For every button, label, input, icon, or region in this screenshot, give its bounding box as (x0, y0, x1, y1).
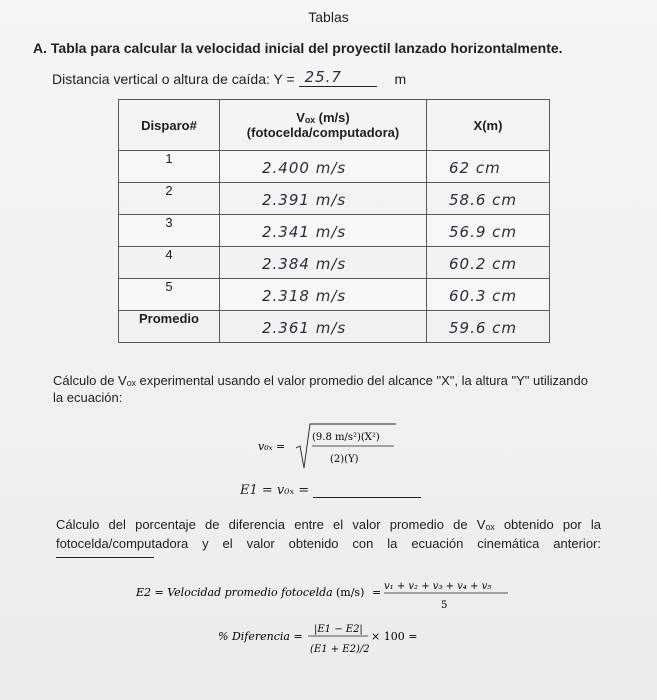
calc-vox-instructions: Cálculo de Vₒₓ experimental usando el valor promedio del alcance "X", la altura "Y" utilizando la ecuación: (53, 373, 588, 405)
distance-label: Distancia vertical o altura de caída: Y = (52, 71, 295, 87)
table-row (119, 151, 550, 183)
pd-formula-denominator: (E1 + E2)/2 (310, 644, 370, 655)
distance-value: 25.7 (304, 68, 342, 86)
x-value: 56.9 cm (449, 223, 518, 241)
shot-number: 1 (119, 151, 220, 183)
e2-formula-numerator: v₁ + v₂ + v₃ + v₄ + v₅ (384, 581, 492, 592)
vox-formula (258, 420, 398, 472)
e2-formula-denominator: 5 (441, 600, 448, 611)
e2-formula-lhs: E2 = Velocidad promedio fotocelda (136, 586, 333, 599)
table-row (119, 183, 550, 215)
header-x: X(m) (427, 100, 550, 151)
table-row (119, 215, 550, 247)
vox-cell[interactable] (220, 183, 427, 215)
page-title: Tablas (308, 9, 349, 25)
e2-formula-unit: (m/s) (336, 586, 365, 599)
vox-formula-lhs: v₀ₓ = (258, 440, 286, 453)
x-cell[interactable] (427, 151, 550, 183)
pd-formula-numerator: |E1 − E2| (314, 624, 363, 635)
header-vox-line1: Vₒₓ (m/s) (296, 110, 350, 125)
percent-difference-formula (218, 618, 438, 668)
x-average-cell[interactable] (427, 311, 550, 343)
x-cell[interactable] (427, 279, 550, 311)
x-cell[interactable] (427, 247, 550, 279)
shot-number: 4 (119, 247, 220, 279)
vox-value: 2.384 m/s (262, 255, 347, 273)
section-a-heading: A. Tabla para calcular la velocidad inicial del proyectil lanzado horizontalmente. (33, 40, 563, 56)
vox-value: 2.391 m/s (262, 191, 347, 209)
vox-cell[interactable] (220, 215, 427, 247)
vox-cell[interactable] (220, 247, 427, 279)
e1-line (240, 483, 421, 498)
pd-formula-lhs: % Diferencia = (218, 630, 303, 643)
x-value: 60.3 cm (449, 287, 518, 305)
vox-average-cell[interactable] (220, 311, 427, 343)
vox-value: 2.400 m/s (262, 159, 347, 177)
table-row (119, 279, 550, 311)
e1-answer-blank[interactable] (313, 485, 421, 498)
distance-unit: m (394, 71, 407, 87)
x-cell[interactable] (427, 215, 550, 247)
x-cell[interactable] (427, 183, 550, 215)
table-average-row (119, 311, 550, 343)
header-shot: Disparo# (119, 100, 220, 151)
x-average-value: 59.6 cm (449, 319, 518, 337)
vox-cell[interactable] (220, 279, 427, 311)
shot-number: 3 (119, 215, 220, 247)
shot-number: 2 (119, 183, 220, 215)
vox-average-value: 2.361 m/s (262, 319, 347, 337)
e1-label: E1 = v₀ₓ = (240, 483, 310, 498)
percent-answer-blank[interactable] (56, 557, 154, 558)
vox-formula-denominator: (2)(Y) (330, 454, 359, 465)
pd-formula-tail: × 100 = (371, 630, 418, 643)
distance-line (52, 68, 407, 87)
svg-text:=: = (372, 586, 382, 599)
header-vox (220, 100, 427, 151)
velocity-table (118, 99, 550, 343)
x-value: 58.6 cm (449, 191, 518, 209)
e2-formula (136, 578, 516, 618)
header-vox-line2: (fotocelda/computadora) (246, 125, 400, 140)
x-value: 62 cm (449, 159, 501, 177)
calc-percent-instructions: Cálculo del porcentaje de diferencia entre el valor promedio de Vₒₓ obtenido por la fotocelda/computadora y el valor obtenido con la ecuación cinemática anterior: (56, 517, 601, 551)
distance-blank[interactable] (299, 68, 377, 87)
vox-value: 2.341 m/s (262, 223, 347, 241)
table-header-row (119, 100, 550, 151)
average-label: Promedio (119, 311, 220, 343)
vox-formula-numerator: (9.8 m/s²)(X²) (312, 432, 380, 443)
table-row (119, 247, 550, 279)
vox-cell[interactable] (220, 151, 427, 183)
shot-number: 5 (119, 279, 220, 311)
vox-value: 2.318 m/s (262, 287, 347, 305)
x-value: 60.2 cm (449, 255, 518, 273)
